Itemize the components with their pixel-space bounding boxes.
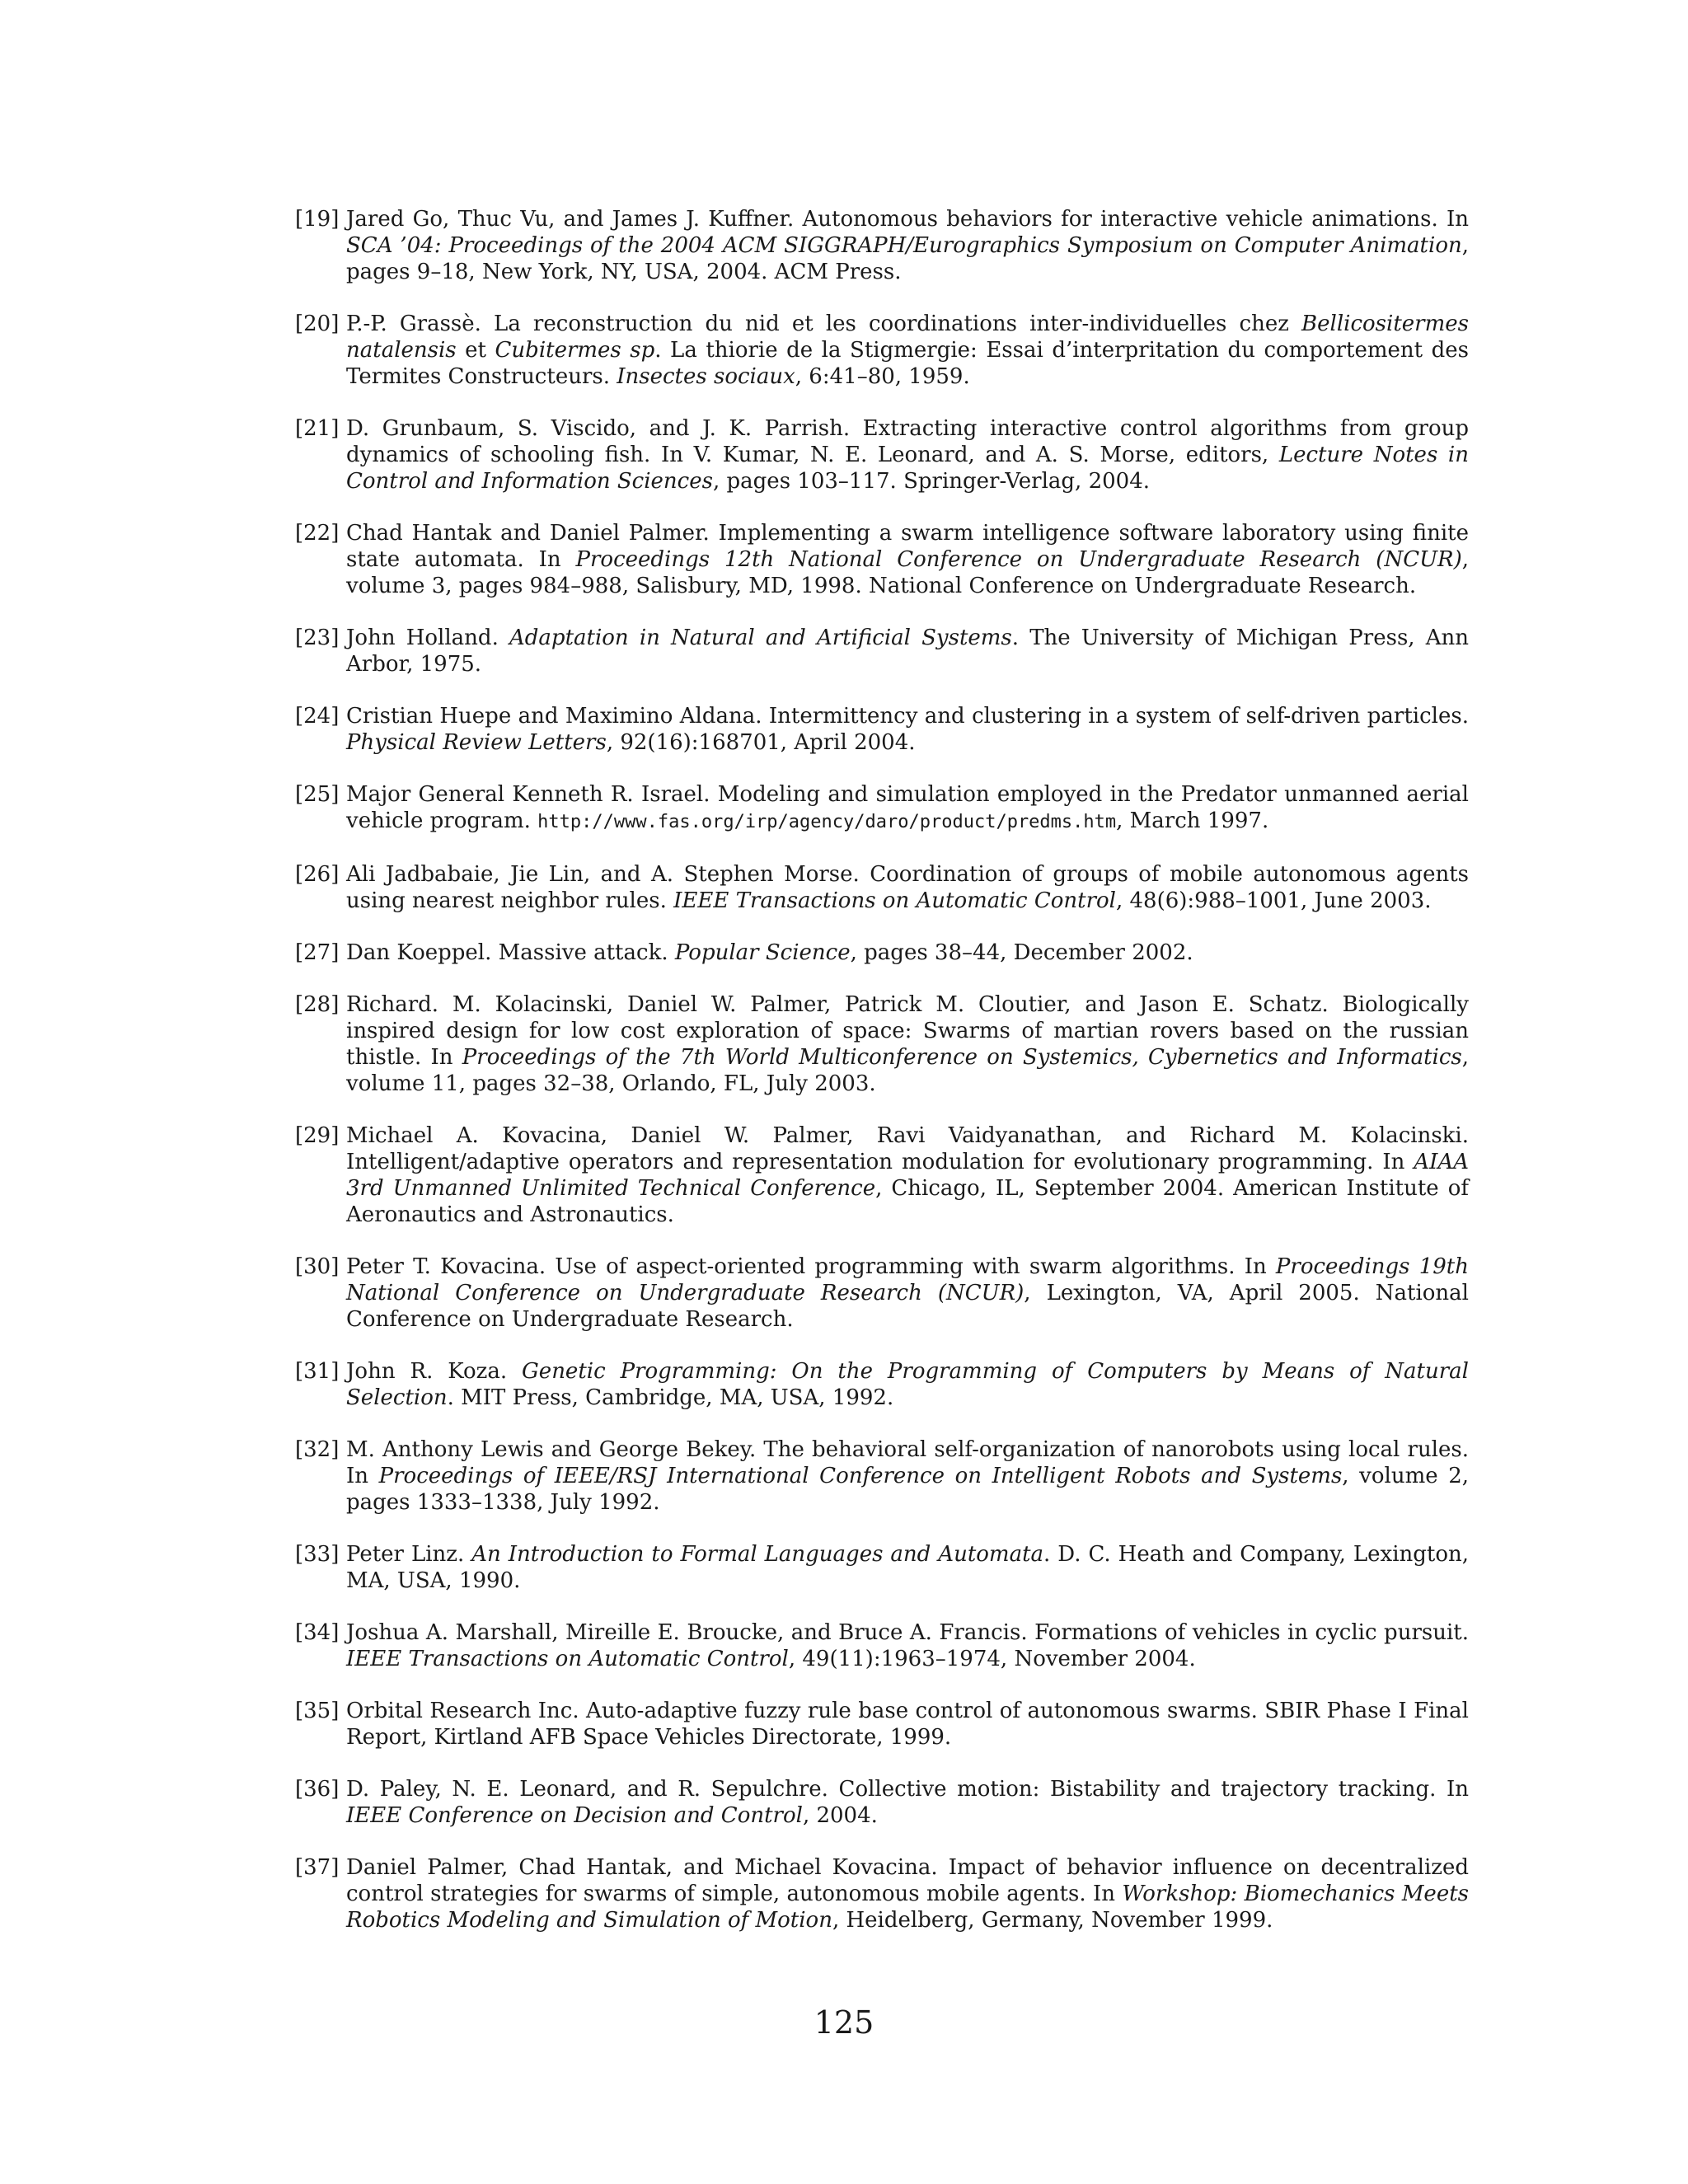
reference-item	[295, 1541, 1469, 1594]
reference-text: D. Paley, N. E. Leonard, and R. Sepulchre. Collective motion: Bistability and trajectory tracking. In	[346, 1777, 1469, 1802]
reference-number: [29]	[295, 1123, 340, 1148]
reference-number: [37]	[295, 1855, 340, 1880]
page-number: 125	[814, 2004, 874, 2041]
reference-text: M. Anthony Lewis and George Bekey. The behavioral self-organization of nanorobots using local rules. In	[346, 1437, 1469, 1488]
reference-item	[295, 1358, 1469, 1411]
reference-italic-text: An Introduction to Formal Languages and Automata	[471, 1542, 1044, 1567]
reference-text: . La thiorie de la Stigmergie: Essai d’interpritation du comportement des Termites Constructeurs.	[346, 338, 1470, 389]
reference-item	[295, 940, 1469, 966]
reference-text: , volume 11, pages 32–38, Orlando, FL, July 2003.	[346, 1045, 1469, 1096]
reference-item	[295, 1254, 1469, 1333]
reference-text: Peter T. Kovacina. Use of aspect-oriented programming with swarm algorithms. In	[346, 1254, 1276, 1279]
reference-number: [27]	[295, 940, 340, 965]
reference-italic-text: Workshop: Biomechanics Meets Robotics Modeling and Simulation of Motion	[346, 1882, 1470, 1933]
reference-number: [19]	[295, 207, 340, 232]
reference-italic-text: Cubitermes sp	[495, 338, 655, 363]
reference-text: , Chicago, IL, September 2004. American Institute of Aeronautics and Astronautics.	[346, 1176, 1469, 1227]
reference-italic-text: IEEE Transactions on Automatic Control	[346, 1647, 789, 1671]
reference-text: D. Grunbaum, S. Viscido, and J. K. Parrish. Extracting interactive control algorithms from group dynamics of schooling fish. In V. Kumar, N. E. Leonard, and A. S. Morse, editors,	[346, 416, 1469, 467]
reference-item	[295, 1776, 1469, 1829]
reference-item	[295, 415, 1469, 494]
reference-text: , Heidelberg, Germany, November 1999.	[832, 1908, 1273, 1933]
reference-text: et	[456, 338, 495, 363]
reference-text: , 2004.	[802, 1803, 878, 1828]
reference-text: , pages 38–44, December 2002.	[850, 940, 1193, 965]
reference-number: [36]	[295, 1777, 340, 1802]
reference-item	[295, 311, 1469, 390]
reference-item	[295, 520, 1469, 599]
reference-number: [21]	[295, 416, 340, 441]
reference-number: [34]	[295, 1620, 340, 1645]
reference-item	[295, 625, 1469, 677]
reference-text: , volume 2, pages 1333–1338, July 1992.	[346, 1464, 1470, 1515]
reference-number: [31]	[295, 1359, 340, 1384]
reference-italic-text: Bellicositermes natalensis	[346, 312, 1469, 363]
reference-item	[295, 206, 1469, 285]
reference-italic-text: Physical Review Letters	[346, 730, 607, 755]
reference-text: Major General Kenneth R. Israel. Modeling and simulation employed in the Predator unmanned aerial vehicle program.	[346, 782, 1469, 833]
reference-text: Daniel Palmer, Chad Hantak, and Michael Kovacina. Impact of behavior influence on decentralized control strategies for swarms of simple, autonomous mobile agents. In	[346, 1855, 1469, 1906]
reference-text: . D. C. Heath and Company, Lexington, MA, USA, 1990.	[346, 1542, 1470, 1593]
reference-number: [30]	[295, 1254, 340, 1279]
reference-italic-text: SCA ’04: Proceedings of the 2004 ACM SIGGRAPH/Eurographics Symposium on Computer Animation	[346, 233, 1462, 258]
reference-text: . MIT Press, Cambridge, MA, USA, 1992.	[447, 1385, 894, 1410]
reference-text: P.-P. Grassè. La reconstruction du nid et les coordinations inter-individuelles chez	[346, 312, 1302, 336]
reference-italic-text: Proceedings of the 7th World Multiconference on Systemics, Cybernetics and Informatics	[462, 1045, 1462, 1070]
reference-item	[295, 1436, 1469, 1516]
reference-text: John R. Koza.	[346, 1359, 523, 1384]
reference-text: , pages 103–117. Springer-Verlag, 2004.	[712, 469, 1151, 494]
reference-text: , 49(11):1963–1974, November 2004.	[788, 1647, 1196, 1671]
reference-number: [33]	[295, 1542, 340, 1567]
reference-text: Ali Jadbabaie, Jie Lin, and A. Stephen Morse. Coordination of groups of mobile autonomous agents using nearest neighbor rules.	[346, 862, 1469, 913]
reference-item	[295, 861, 1469, 914]
reference-italic-text: Lecture Notes in Control and Information Sciences	[346, 443, 1469, 494]
reference-text: , March 1997.	[1116, 808, 1269, 833]
reference-list	[295, 206, 1469, 1959]
reference-text: Joshua A. Marshall, Mireille E. Broucke, and Bruce A. Francis. Formations of vehicles in cyclic pursuit.	[346, 1620, 1469, 1645]
reference-italic-text: Genetic Programming: On the Programming of Computers by Means of Natural Selection	[346, 1359, 1469, 1410]
reference-number: [23]	[295, 626, 340, 650]
reference-item	[295, 1698, 1469, 1750]
reference-italic-text: Insectes sociaux	[617, 364, 795, 389]
reference-italic-text: Popular Science	[674, 940, 851, 965]
reference-text: Peter Linz.	[346, 1542, 472, 1567]
reference-italic-text: Adaptation in Natural and Artificial Systems	[509, 626, 1012, 650]
reference-item	[295, 781, 1469, 836]
reference-italic-text: Proceedings of IEEE/RSJ International Conference on Intelligent Robots and Systems	[378, 1464, 1343, 1488]
reference-text: , 48(6):988–1001, June 2003.	[1115, 888, 1432, 913]
reference-italic-text: AIAA 3rd Unmanned Unlimited Technical Conference	[346, 1150, 1469, 1201]
reference-number: [20]	[295, 312, 340, 336]
reference-text: , volume 3, pages 984–988, Salisbury, MD, 1998. National Conference on Undergraduate Research.	[346, 547, 1469, 598]
reference-text: John Holland.	[346, 626, 509, 650]
reference-number: [35]	[295, 1699, 340, 1723]
reference-number: [22]	[295, 521, 340, 546]
reference-text: , 6:41–80, 1959.	[795, 364, 970, 389]
reference-text: , pages 9–18, New York, NY, USA, 2004. ACM Press.	[346, 233, 1469, 284]
reference-text: Orbital Research Inc. Auto-adaptive fuzzy rule base control of autonomous swarms. SBIR Phase I Final Report, Kirtland AFB Space Vehicles Directorate, 1999.	[346, 1699, 1469, 1750]
reference-text: Jared Go, Thuc Vu, and James J. Kuffner. Autonomous behaviors for interactive vehicle animations. In	[346, 207, 1469, 232]
reference-text: . The University of Michigan Press, Ann Arbor, 1975.	[346, 626, 1469, 677]
reference-number: [24]	[295, 704, 340, 729]
reference-text: Chad Hantak and Daniel Palmer. Implementing a swarm intelligence software laboratory using finite state automata. In	[346, 521, 1469, 572]
reference-item	[295, 1854, 1469, 1933]
reference-italic-text: Proceedings 19th National Conference on Undergraduate Research (NCUR)	[346, 1254, 1469, 1305]
reference-text: , 92(16):168701, April 2004.	[606, 730, 916, 755]
reference-italic-text: IEEE Conference on Decision and Control	[346, 1803, 803, 1828]
reference-italic-text: Proceedings 12th National Conference on Undergraduate Research (NCUR)	[575, 547, 1462, 572]
reference-text: Michael A. Kovacina, Daniel W. Palmer, Ravi Vaidyanathan, and Richard M. Kolacinski. Intelligent/adaptive operators and representation modulation for evolutionary programming. In	[346, 1123, 1469, 1174]
reference-number: [26]	[295, 862, 340, 887]
reference-italic-text: IEEE Transactions on Automatic Control	[673, 888, 1116, 913]
reference-text: , Lexington, VA, April 2005. National Conference on Undergraduate Research.	[346, 1281, 1469, 1332]
reference-number: [32]	[295, 1437, 340, 1462]
reference-item	[295, 1122, 1469, 1228]
reference-url: http://www.fas.org/irp/agency/daro/product/predms.htm	[537, 812, 1117, 832]
reference-text: Richard. M. Kolacinski, Daniel W. Palmer, Patrick M. Cloutier, and Jason E. Schatz. Biologically inspired design for low cost exploration of space: Swarms of martian rovers based on the russian thistle. In	[346, 992, 1469, 1070]
reference-text: Cristian Huepe and Maximino Aldana. Intermittency and clustering in a system of self-driven particles.	[346, 704, 1469, 729]
reference-number: [28]	[295, 992, 340, 1017]
reference-number: [25]	[295, 782, 340, 807]
reference-text: Dan Koeppel. Massive attack.	[346, 940, 675, 965]
reference-item	[295, 991, 1469, 1097]
reference-item	[295, 1619, 1469, 1672]
reference-item	[295, 703, 1469, 756]
